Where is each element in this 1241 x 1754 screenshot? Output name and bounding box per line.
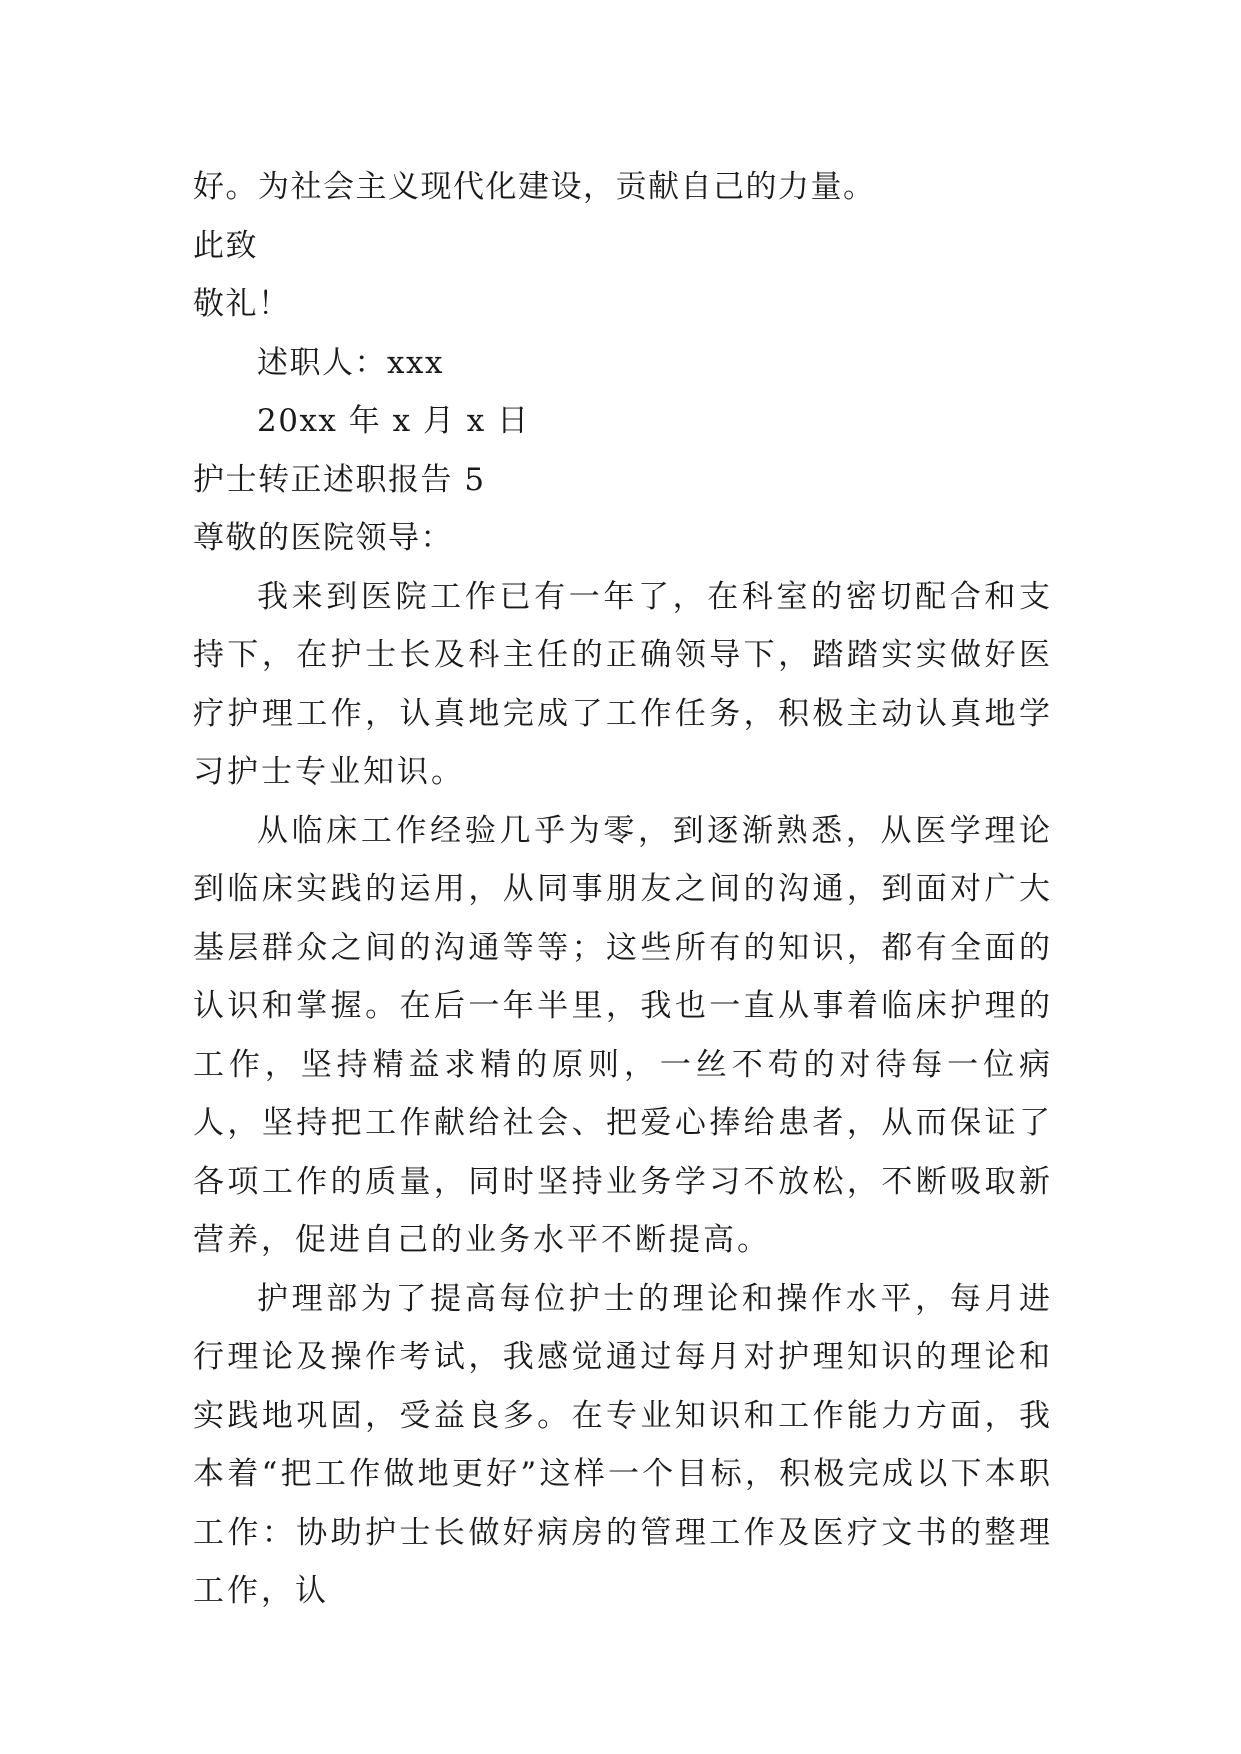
paragraph: 从临床工作经验几乎为零，到逐渐熟悉，从医学理论到临床实践的运用，从同事朋友之间的沟通，到面对广大基层群众之间的沟通等等；这些所有的知识，都有全面的认识和掌握。在后一年半里，我也一直从事着临床护理的工作，坚持精益求精的原则，一丝不苟的对待每一位病人，坚持把工作献给社会、把爱心捧给患者，从而保证了各项工作的质量，同时坚持业务学习不放松，不断吸取新营养，促进自己的业务水平不断提高。	[193, 812, 1053, 1258]
section-title: 护士转正述职报告 5	[193, 461, 486, 498]
signature: 述职人：xxx	[257, 344, 444, 381]
date: 20xx 年 x 月 x 日	[257, 403, 530, 439]
closing-line: 好。为社会主义现代化建设，贡献自己的力量。	[193, 169, 876, 205]
paragraph: 护理部为了提高每位护士的理论和操作水平，每月进行理论及操作考试，我感觉通过每月对护理知识的理论和实践地巩固，受益良多。在专业知识和工作能力方面，我本着“把工作做地更好”这样一个目标，积极完成以下本职工作：协助护士长做好病房的管理工作及医疗文书的整理工作，认	[193, 1280, 1053, 1609]
paragraph: 我来到医院工作已有一年了，在科室的密切配合和支持下，在护士长及科主任的正确领导下，踏踏实实做好医疗护理工作，认真地完成了工作任务，积极主动认真地学习护士专业知识。	[193, 578, 1053, 790]
salutation-close-1: 此致	[193, 227, 258, 264]
greeting: 尊敬的医院领导：	[193, 520, 453, 556]
salutation-close-2: 敬礼！	[193, 286, 291, 322]
document-body	[193, 158, 1053, 1621]
